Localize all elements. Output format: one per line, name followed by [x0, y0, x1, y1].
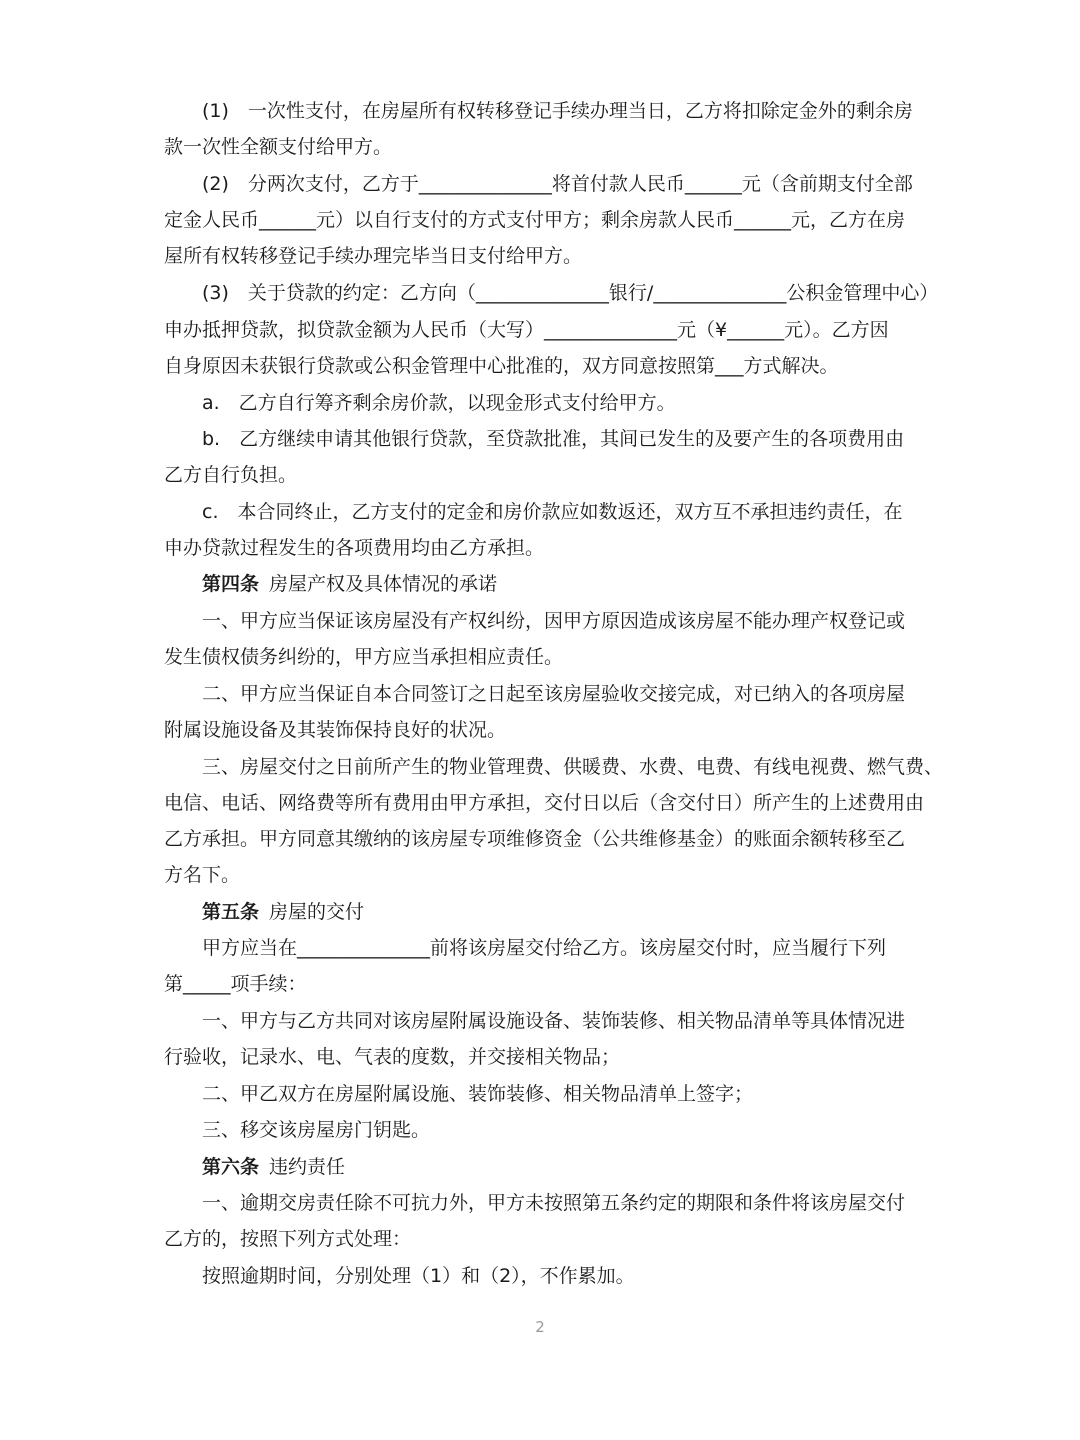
paragraph-line: 按照逾期时间，分别处理（1）和（2），不作累加。 — [202, 1265, 635, 1287]
article-title: 违约责任 — [269, 1156, 346, 1178]
article-title: 房屋产权及具体情况的承诺 — [269, 573, 498, 595]
article-title: 房屋的交付 — [269, 901, 365, 923]
paragraph-line: a. 乙方自行筹齐剩余房价款，以现金形式支付给甲方。 — [202, 392, 676, 414]
paragraph-line: 一、逾期交房责任除不可抗力外，甲方未按照第五条约定的期限和条件将该房屋交付 — [202, 1192, 906, 1214]
article-heading-6 — [202, 1155, 916, 1179]
paragraph-line: 定金人民币______元）以自行支付的方式支付甲方；剩余房款人民币______元，乙方在房 — [164, 209, 906, 231]
paragraph-line: 一、甲方与乙方共同对该房屋附属设施设备、装饰装修、相关物品清单等具体情况进 — [202, 1010, 906, 1032]
paragraph-line: 三、移交该房屋房门钥匙。 — [202, 1119, 431, 1141]
paragraph-line: 三、房屋交付之日前所产生的物业管理费、供暖费、水费、电费、有线电视费、燃气费、 — [202, 756, 944, 778]
article-number: 第四条 — [202, 573, 260, 595]
paragraph-line: 一、甲方应当保证该房屋没有产权纠纷，因甲方原因造成该房屋不能办理产权登记或 — [202, 610, 906, 632]
article-heading-5 — [202, 900, 916, 924]
paragraph-line: (1) 一次性支付，在房屋所有权转移登记手续办理当日，乙方将扣除定金外的剩余房 — [202, 100, 913, 122]
paragraph-line: 自身原因未获银行贷款或公积金管理中心批准的，双方同意按照第___方式解决。 — [164, 355, 839, 377]
paragraph-line: 第_____项手续： — [164, 973, 307, 995]
article-number: 第六条 — [202, 1156, 260, 1178]
paragraph-line: 乙方的，按照下列方式处理： — [164, 1228, 412, 1250]
paragraph-line: 申办抵押贷款，拟贷款金额为人民币（大写）______________元（¥______元）。乙方因 — [164, 319, 889, 341]
paragraph-line: 电信、电话、网络费等所有费用由甲方承担，交付日以后（含交付日）所产生的上述费用由 — [164, 792, 925, 814]
article-heading-4 — [202, 572, 916, 596]
paragraph-line: 二、甲方应当保证自本合同签订之日起至该房屋验收交接完成，对已纳入的各项房屋 — [202, 683, 906, 705]
paragraph-line: 附属设施设备及其装饰保持良好的状况。 — [164, 719, 507, 741]
paragraph-line: (3) 关于贷款的约定：乙方向（______________银行/______________公积金管理中心） — [202, 282, 939, 304]
paragraph-line: 屋所有权转移登记手续办理完毕当日支付给甲方。 — [164, 245, 583, 267]
paragraph-line: 方名下。 — [164, 864, 241, 886]
paragraph-line: 发生债权债务纠纷的，甲方应当承担相应责任。 — [164, 646, 564, 668]
paragraph-line: c. 本合同终止，乙方支付的定金和房价款应如数返还，双方互不承担违约责任，在 — [202, 501, 903, 523]
paragraph-line: 二、甲乙双方在房屋附属设施、装饰装修、相关物品清单上签字； — [202, 1083, 754, 1105]
paragraph-line: (2) 分两次支付，乙方于______________将首付款人民币______元（含前期支付全部 — [202, 173, 913, 195]
paragraph-line: 款一次性全额支付给甲方。 — [164, 136, 393, 158]
paragraph-line: 申办贷款过程发生的各项费用均由乙方承担。 — [164, 537, 545, 559]
paragraph-line: 乙方自行负担。 — [164, 464, 298, 486]
article-number: 第五条 — [202, 901, 260, 923]
paragraph-line: 行验收，记录水、电、气表的度数，并交接相关物品； — [164, 1046, 621, 1068]
page-number: 2 — [535, 1318, 545, 1336]
paragraph-line: b. 乙方继续申请其他银行贷款，至贷款批准，其间已发生的及要产生的各项费用由 — [202, 428, 905, 450]
paragraph-line: 甲方应当在______________前将该房屋交付给乙方。该房屋交付时，应当履行下列 — [202, 937, 887, 959]
paragraph-line: 乙方承担。甲方同意其缴纳的该房屋专项维修资金（公共维修基金）的账面余额转移至乙 — [164, 828, 906, 850]
